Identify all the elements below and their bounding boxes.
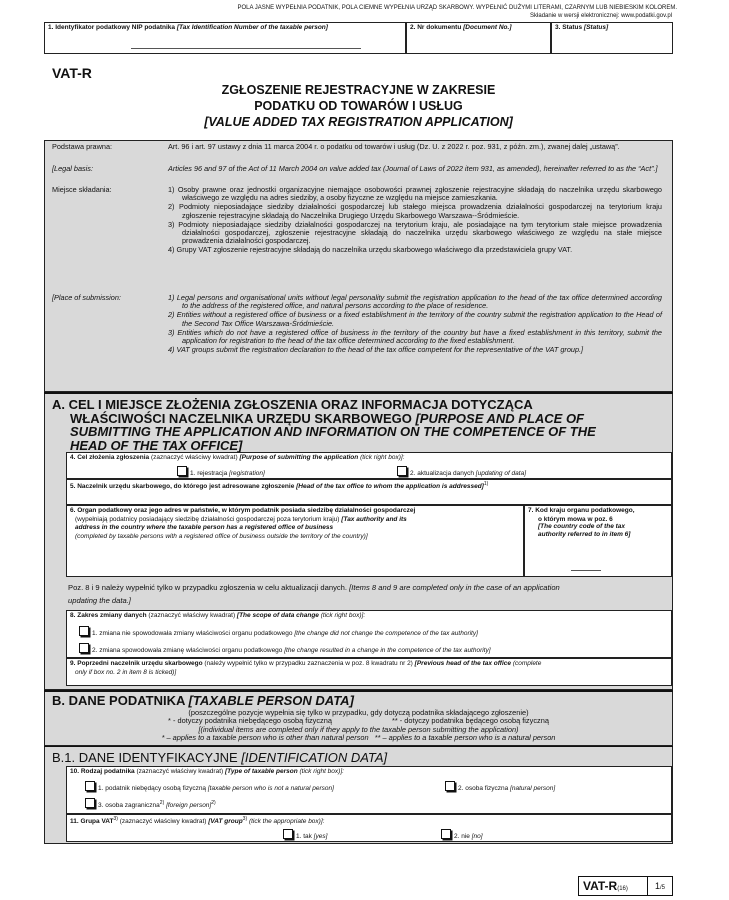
taxpayer-type-option-1[interactable]: 1. podatnik niebędący osobą fizyczną [taxable person who is not a natural person] — [85, 781, 334, 793]
checkbox-icon[interactable] — [441, 829, 451, 839]
place-item-en: 4) VAT groups submit the registration declaration to the head of the tax office competent for the representative of the VAT group.] — [168, 345, 584, 355]
section-b-title: B. DANE PODATNIKA [TAXABLE PERSON DATA] — [52, 693, 354, 708]
legal-basis-label: Podstawa prawna: — [52, 142, 113, 151]
top-note-electronic: Składanie w wersji elektronicznej: www.podatki.gov.pl — [530, 13, 672, 19]
section-b-notes: (poszczególne pozycje wypełnia się tylko w przypadku, gdy dotyczą podatnika składającego zgłoszenie) * - dotyczy podatnika niebędącego osobą fizyczną ** - dotyczy podatnika będącego osobą fizyczną [(individual items are completed only if they apply to the taxable person submitting the application) * – applies to a taxable person who is other than natural person ** – applies to a taxable person who is a natural person — [161, 708, 556, 742]
place-list-en — [168, 294, 662, 355]
vat-group-no-option[interactable]: 2. nie [no] — [441, 829, 483, 841]
place-item-en: 2) Entities without a registered office of business or a fixed establishment in the territory of the country submit the registration application to the Head of the Second Tax Office Warszawa-Śródmieście. — [168, 310, 662, 328]
checkbox-icon[interactable] — [177, 466, 187, 476]
taxpayer-type-field: 10. Rodzaj podatnika (zaznaczyć właściwy kwadrat) [Type of taxable person (tick right box)]: 1. podatnik niebędący osobą fizyczną [taxable person who is not a natural person] 2. osoba fizyczna [natural person] 3. osoba zagraniczna$^{2)}$ [foreign person]$^{2)}$ — [66, 766, 672, 814]
nip-field[interactable]: 1. Identyfikator podatkowy NIP podatnika [Tax Identification Number of the taxable person] — [44, 22, 406, 54]
legal-basis-label-en: [Legal basis: — [52, 164, 93, 173]
place-list — [168, 186, 662, 256]
place-label-en: [Place of submission: — [52, 293, 121, 302]
section-a-title: A. CEL I MIEJSCE ZŁOŻENIA ZGŁOSZENIA ORAZ INFORMACJA DOTYCZĄCA WŁAŚCIWOŚCI NACZELNIKA URZĘDU SKARBOWEGO [PURPOSE AND PLACE OF SUBMITTING THE APPLICATION AND INFORMATION ON THE COMPETENCE OF THE HEAD OF THE TAX OFFICE] — [52, 397, 596, 453]
change-scope-option-1[interactable]: 1. zmiana nie spowodowała zmiany właściwości organu podatkowego [the change did not change the competence of the tax authority] — [79, 626, 478, 638]
checkbox-icon[interactable] — [79, 626, 89, 636]
change-scope-option-2[interactable]: 2. zmiana spowodowała zmianę właściwości organu podatkowego [the change resulted in a change in the competence of the tax authority] — [79, 643, 491, 655]
place-item: 1) Osoby prawne oraz jednostki organizacyjne niemające osobowości prawnej zgłoszenie rejestracyjne składają do naczelnika urzędu skarbowego właściwego ze względu na adres siedziby, a osoby fizyczne ze względu na miejsce zamieszkania. — [168, 185, 662, 203]
section-b1-title: B.1. DANE IDENTYFIKACYJNE [IDENTIFICATION DATA] — [52, 750, 388, 765]
place-item: 2) Podmioty nieposiadające siedziby działalności gospodarczej lub stałego miejsca prowadzenia działalności gospodarczej na terytorium kraju zgłoszenie rejestracyjne składają do Naczelnika Drugiego Urzędu Skarbowego Warszawa--Śródmieście. — [168, 202, 662, 220]
purpose-registration-option[interactable]: 1. rejestracja [registration] — [177, 466, 265, 478]
purpose-update-option[interactable]: 2. aktualizacja danych [updating of data] — [397, 466, 526, 478]
taxpayer-type-option-2[interactable]: 2. osoba fizyczna [natural person] — [445, 781, 555, 793]
form-code: VAT-R — [52, 65, 92, 81]
place-item: 4) Grupy VAT zgłoszenie rejestracyjne składają do naczelnika urzędu skarbowego właściwego dla przedstawiciela grupy VAT. — [168, 245, 573, 255]
nip-comb — [131, 45, 361, 49]
title-line-2: PODATKU OD TOWARÓW I USŁUG — [254, 99, 463, 113]
checkbox-icon[interactable] — [445, 781, 455, 791]
title-line-1: ZGŁOSZENIE REJESTRACYJNE W ZAKRESIE — [221, 83, 496, 97]
purpose-field: 4. Cel złożenia zgłoszenia (zaznaczyć właściwy kwadrat) [Purpose of submitting the application (tick right box)]: 1. rejestracja [registration] 2. aktualizacja danych [updating of data] — [66, 452, 672, 479]
checkbox-icon[interactable] — [397, 466, 407, 476]
change-scope-field: 8. Zakres zmiany danych (zaznaczyć właściwy kwadrat) [The scope of data change (tick right box)]: 1. zmiana nie spowodowała zmiany właściwości organu podatkowego [the change did not change the competence of the tax authority] 2. zmiana spowodowała zmianę właściwości organu podatkowego [the change resulted in a change in the competence of the tax authority] — [66, 610, 672, 658]
vat-group-yes-option[interactable]: 1. tak [yes] — [283, 829, 327, 841]
previous-tax-office-field[interactable]: 9. Poprzedni naczelnik urzędu skarbowego (należy wypełnić tylko w przypadku zaznaczenia w poz. 8 kwadratu nr 2) [Previous head of the tax office (complete only if box no. 2 in item 8 is ticked)] — [66, 658, 672, 686]
note-items-8-9: Poz. 8 i 9 należy wypełnić tylko w przypadku zgłoszenia w celu aktualizacji danych. — [68, 583, 347, 592]
checkbox-icon[interactable] — [283, 829, 293, 839]
checkbox-icon[interactable] — [85, 798, 95, 808]
place-label: Miejsce składania: — [52, 185, 112, 194]
place-item-en: 1) Legal persons and organisational units without legal personality submit the registration application to the head of the tax office determined according to the address of the registered office, and natural persons according to the place of residence. — [168, 293, 662, 311]
checkbox-icon[interactable] — [85, 781, 95, 791]
checkbox-icon[interactable] — [79, 643, 89, 653]
document-no-field: 2. Nr dokumentu [Document No.] — [406, 22, 551, 54]
legal-basis-text-en: Articles 96 and 97 of the Act of 11 March 2004 on value added tax (Journal of Laws of 2022 item 931, as amended), hereinafter referred to as the “Act”.] — [168, 164, 658, 173]
foreign-tax-authority-field[interactable]: 6. Organ podatkowy oraz jego adres w państwie, w którym podatnik posiada siedzibę działalności gospodarczej (wypełniają podatnicy posiadający siedzibę działalności gospodarczej poza terytorium kraju) [Tax authority and its address in the country where the taxable person has a registered office of business (completed by taxable persons with a registered office of business outside the territory of the country)] — [66, 505, 524, 577]
vat-group-field: 11. Grupa VAT$^{3)}$ (zaznaczyć właściwy kwadrat) [VAT group$^{3)}$ (tick the appropriate box)]: 1. tak [yes] 2. nie [no] — [66, 814, 672, 842]
title-line-en: [VALUE ADDED TAX REGISTRATION APPLICATION] — [204, 115, 513, 129]
status-field: 3. Status [Status] — [551, 22, 673, 54]
country-code-field[interactable]: 7. Kod kraju organu podatkowego, o którym mowa w poz. 6 [The country code of the tax authority referred to in item 6] — [524, 505, 672, 577]
place-item: 3) Podmioty nieposiadające siedziby działalności gospodarczej na terytorium kraju, ale posiadające na tym terytorium stałe miejsce prowadzenia działalności gospodarczej, zgłoszenie rejestracyjne składają do naczelnika urzędu skarbowego właściwego ze względu na stałe miejsce prowadzenia działalności gospodarczej. — [168, 219, 662, 246]
country-code-comb — [571, 567, 601, 571]
legal-basis-text: Art. 96 i art. 97 ustawy z dnia 11 marca 2004 r. o podatku od towarów i usług (Dz. U. z 2022 r. poz. 931, z późn. zm.), zwanej dalej „ustawą”. — [168, 142, 620, 151]
taxpayer-type-option-3[interactable]: 3. osoba zagraniczna$^{2)}$ [foreign person]$^{2)}$ — [85, 798, 216, 810]
top-note: POLA JASNE WYPEŁNIA PODATNIK, POLA CIEMNE WYPEŁNIA URZĄD SKARBOWY. WYPEŁNIĆ DUŻYMI LITERAMI, CZARNYM LUB NIEBIESKIM KOLOREM. — [237, 5, 677, 11]
tax-office-field[interactable]: 5. Naczelnik urzędu skarbowego, do którego jest adresowane zgłoszenie [Head of the tax office to whom the application is addressed]$^{1)}$ — [66, 479, 672, 505]
place-item-en: 3) Entities which do not have a registered office of business in the territory of the country but have a fixed establishment in this territory, submit the application for registration to the head of the tax office determined according to the fixed establishment. — [168, 327, 662, 346]
footer-form-id: VAT-R(16) 1/5 — [578, 876, 673, 896]
